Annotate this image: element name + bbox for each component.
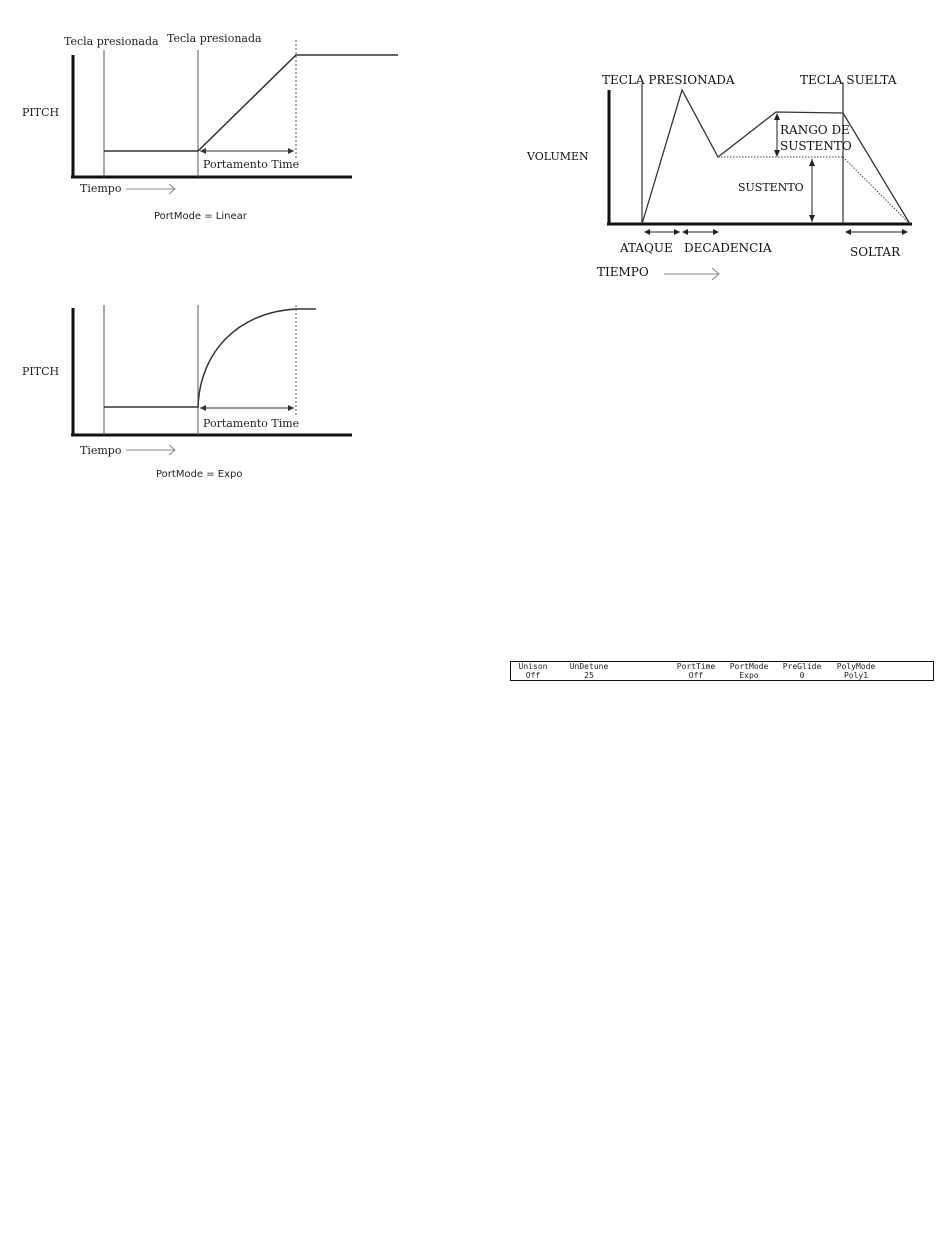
param-value: Off [525, 671, 541, 680]
attack-label: ATAQUE [620, 241, 673, 255]
param-unison [513, 662, 553, 680]
param-name: PreGlide [782, 662, 822, 671]
sustain-range-label-1: RANGO DE [780, 123, 850, 137]
key-press-label-1: Tecla presionada [64, 35, 159, 48]
param-name: UnDetune [569, 662, 609, 671]
release-label: SOLTAR [850, 245, 901, 259]
release-dotted-line [843, 157, 910, 224]
arrow-head-left [200, 405, 206, 411]
arrow-head-right [713, 229, 719, 235]
param-polymode [830, 662, 882, 680]
y-axis-label: PITCH [22, 106, 60, 119]
param-name: PolyMode [836, 662, 876, 671]
param-value: 25 [584, 671, 594, 680]
param-value: Expo [739, 671, 759, 680]
portmode-caption: PortMode = Expo [156, 469, 243, 480]
arrow-head-up [809, 159, 815, 166]
param-undetune [564, 662, 614, 680]
y-axis-label: PITCH [22, 365, 60, 378]
y-axis-label: VOLUMEN [527, 150, 589, 163]
pitch-curve-expo [104, 309, 316, 407]
arrow-head-up [774, 113, 780, 120]
param-porttime [671, 662, 721, 680]
key-down-label: TECLA PRESIONADA [602, 73, 735, 87]
pitch-curve-linear [104, 55, 398, 151]
portmode-expo-diagram [0, 290, 400, 490]
x-axis-label: TIEMPO [597, 265, 649, 279]
sustain-range-label-2: SUSTENTO [780, 139, 852, 153]
decay-label: DECADENCIA [684, 241, 772, 255]
arrow-head-right [902, 229, 908, 235]
param-value: Poly1 [843, 671, 869, 680]
arrow-head-right [288, 148, 294, 154]
param-value: 0 [799, 671, 805, 680]
x-axis-label: Tiempo [80, 444, 122, 457]
portamento-time-label: Portamento Time [203, 158, 300, 171]
arrow-head-right [288, 405, 294, 411]
param-name: Unison [518, 662, 548, 671]
param-preglide [777, 662, 827, 680]
arrow-head-right [674, 229, 680, 235]
param-portmode [724, 662, 774, 680]
arrow-head-left [845, 229, 851, 235]
arrow-head-left [682, 229, 688, 235]
portamento-time-label: Portamento Time [203, 417, 300, 430]
param-name: PortTime [676, 662, 716, 671]
portmode-linear-diagram [0, 0, 400, 230]
lcd-parameter-display [510, 661, 934, 681]
arrow-head-down [809, 215, 815, 222]
portmode-caption: PortMode = Linear [154, 211, 247, 222]
sustain-label: SUSTENTO [738, 181, 804, 194]
arrow-head-left [644, 229, 650, 235]
key-press-label-2: Tecla presionada [167, 32, 262, 45]
x-axis-label: Tiempo [80, 182, 122, 195]
key-up-label: TECLA SUELTA [800, 73, 897, 87]
param-value: Off [688, 671, 704, 680]
param-name: PortMode [729, 662, 769, 671]
envelope-diagram [527, 60, 930, 290]
